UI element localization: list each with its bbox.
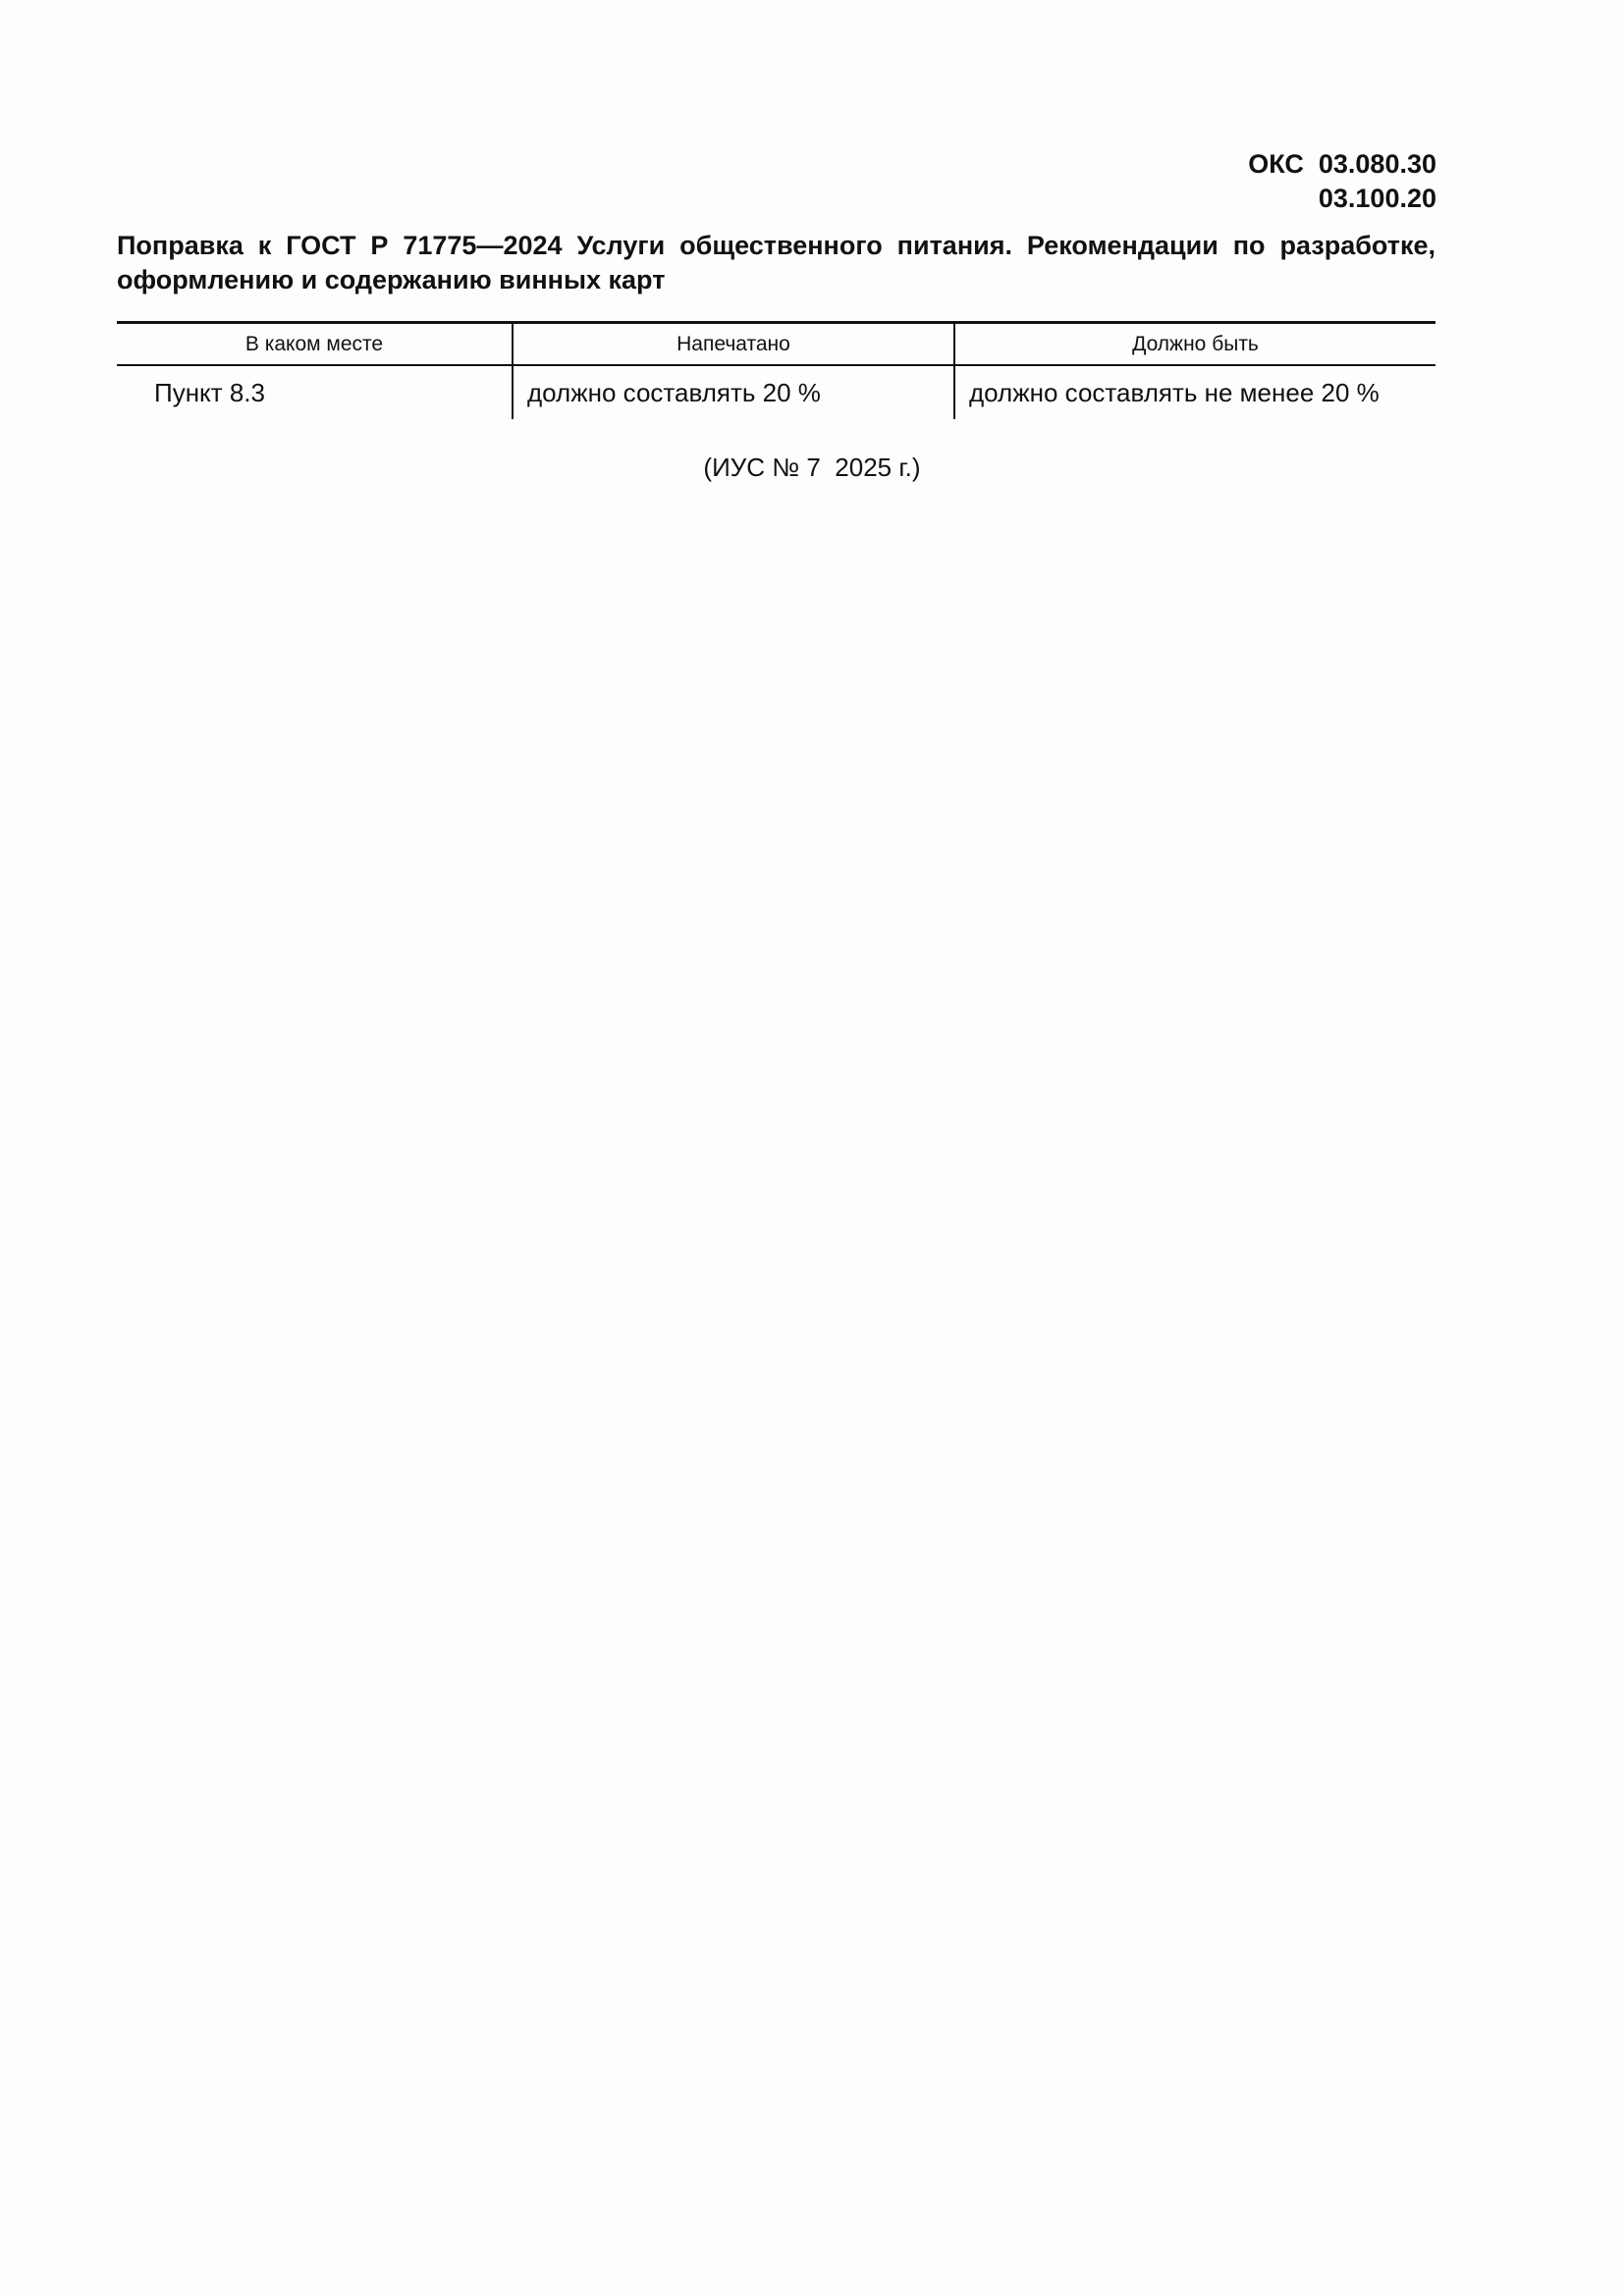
publication-reference <box>0 451 1624 484</box>
table-header-row <box>117 321 1435 366</box>
document-title: Поправка к ГОСТ Р 71775—2024 Услуги общественного питания. Рекомендации по разработке, оформлению и содержанию винных карт <box>117 231 1435 294</box>
header-printed: Напечатано <box>512 324 953 364</box>
header-should-be: Должно быть <box>953 324 1435 364</box>
cell-printed: должно составлять 20 % <box>512 366 953 419</box>
header-location: В каком месте <box>244 332 384 355</box>
cell-should-be: должно составлять не менее 20 % <box>953 366 1435 419</box>
cell-location: Пункт 8.3 <box>154 377 265 407</box>
ius-reference: (ИУС № 7 2025 г.) <box>703 453 921 482</box>
classification-code <box>1248 147 1436 216</box>
table-row <box>117 366 1435 419</box>
correction-table <box>117 321 1435 419</box>
oks-code-line-1: ОКС 03.080.30 <box>1248 149 1436 179</box>
oks-code-line-2: 03.100.20 <box>1318 184 1436 213</box>
